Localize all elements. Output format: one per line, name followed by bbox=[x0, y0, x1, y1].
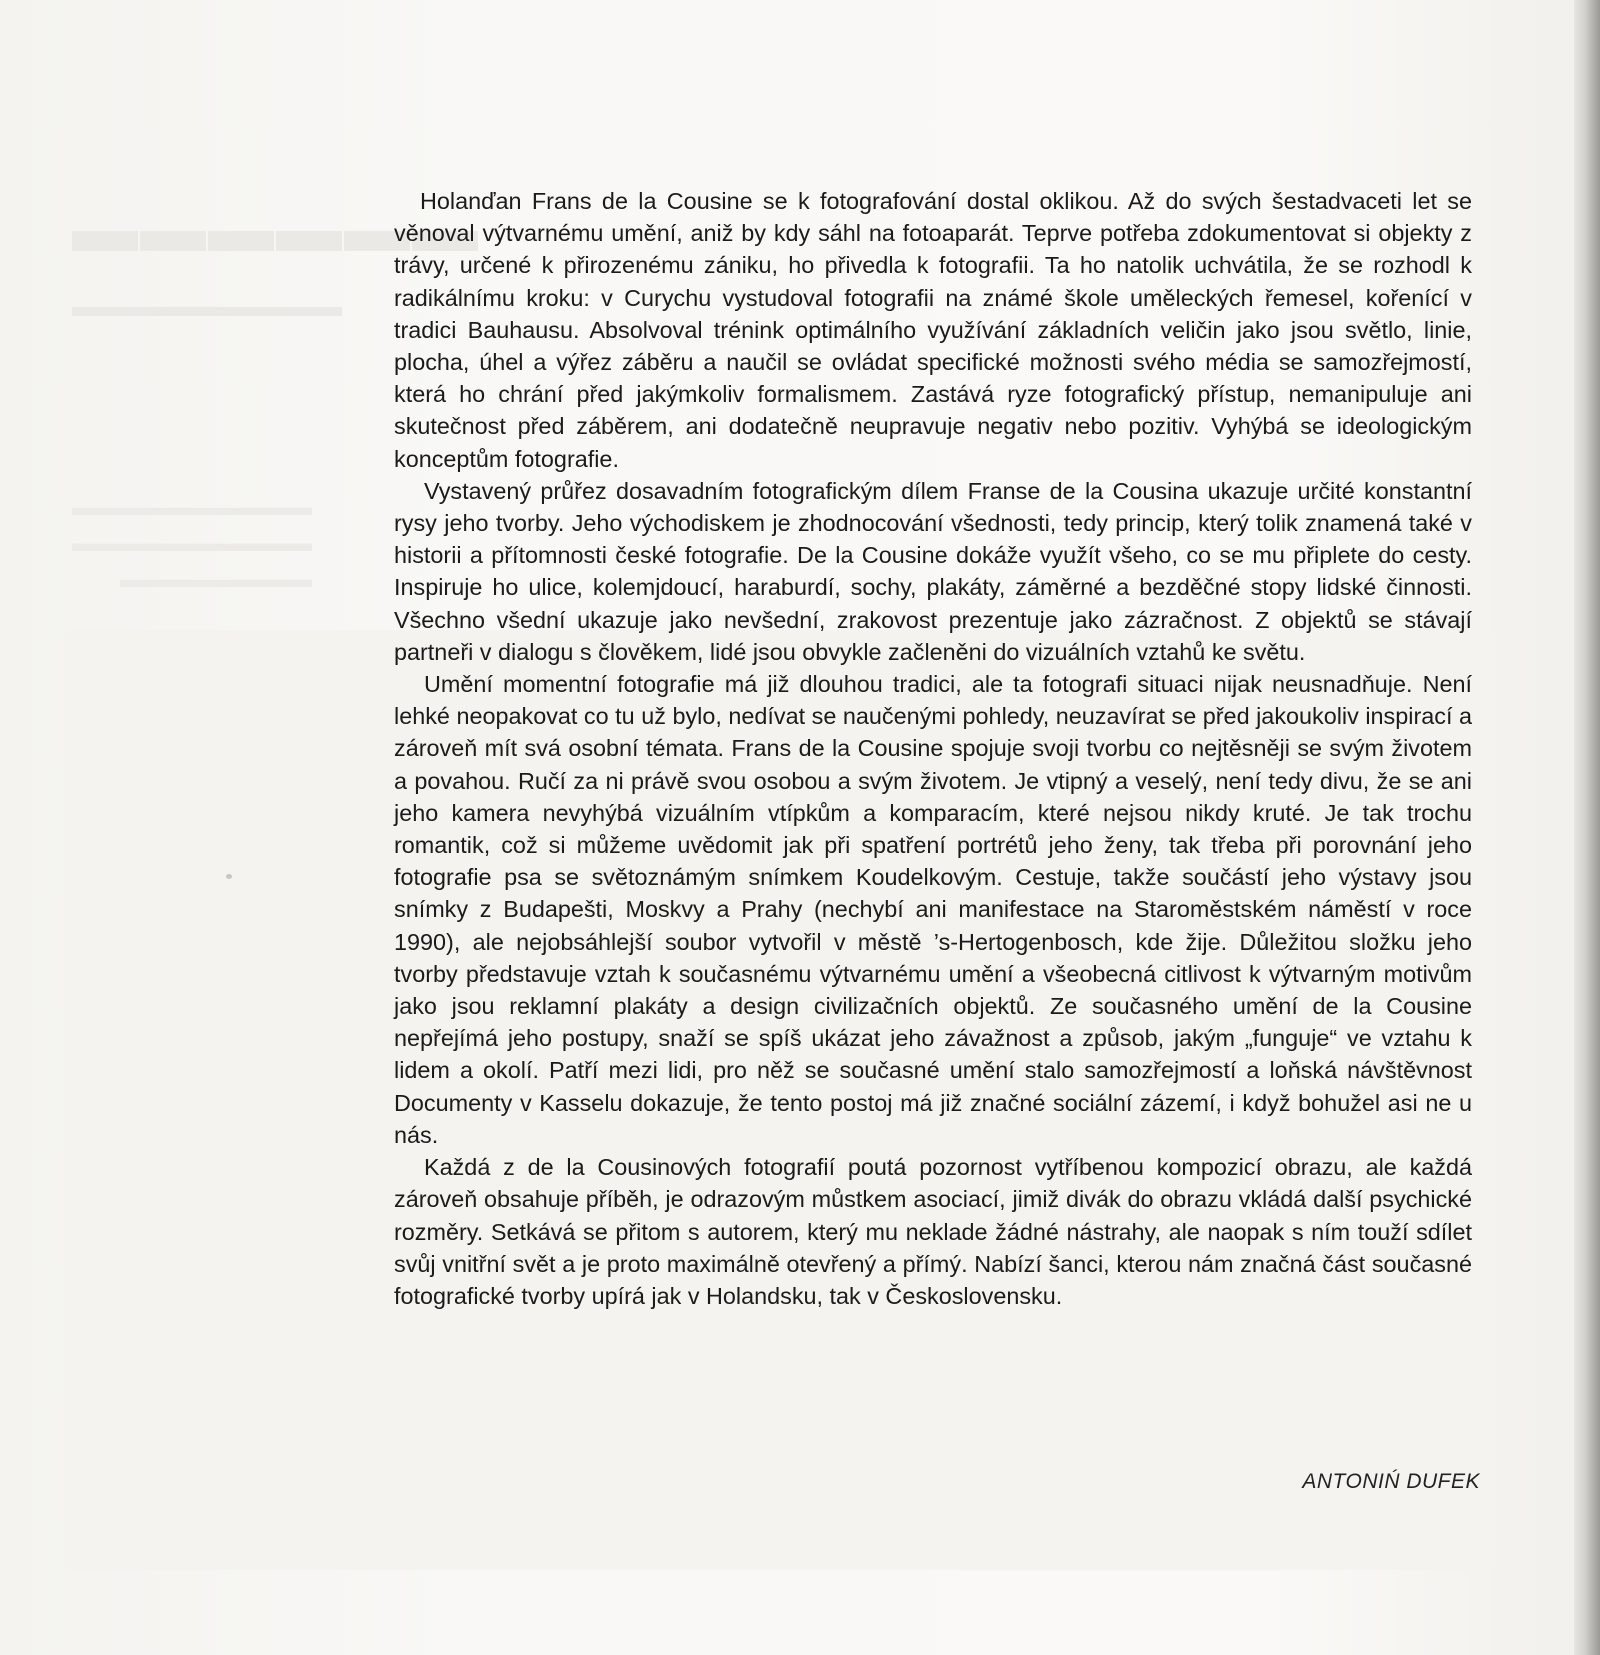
paragraph-2: Vystavený průřez dosavadním fotografickým dílem Franse de la Cousina ukazuje určité konstantní rysy jeho tvorby. Jeho východiskem je zhodnocování všednosti, tedy princip, který tolik znamená také v historii a přítomnosti české fotografie. De la Cousine dokáže využít všeho, co se mu připlete do cesty. Inspiruje ho ulice, kolemjdoucí, haraburdí, sochy, plakáty, záměrné a bezděčné stopy lidské činnosti. Všechno všední ukazuje jako nevšední, zrakovost prezentuje jako zázračnost. Z objektů se stávají partneři v dialogu s člověkem, lidé jsou obvykle začleněni do vizuálních vztahů ke světu. bbox=[394, 477, 1472, 665]
show-through-caption: ▬▬▬▬▬▬▬▬▬▬ ▬▬▬▬▬▬▬▬▬▬ ▬▬▬▬▬▬▬▬ bbox=[72, 494, 312, 593]
paragraph-1: Holanďan Frans de la Cousine se k fotografování dostal oklikou. Až do svých šestadvaceti let se věnoval výtvarnému umění, aniž by kdy sáhl na fotoaparát. Teprve potřeba zdokumentovat si objekty z trávy, určené k přirozenému zániku, ho přivedla k fotografii. Ta ho natolik uchvátila, že se rozhodl k radikálnímu kroku: v Curychu vystudoval fotografii na známé škole uměleckých řemesel, kořenící v tradici Bauhausu. Absolvoval trénink optimálního využívání základních veličin jako jsou světlo, linie, plocha, úhel a výřez záběru a naučil se ovládat specifické možnosti svého média se samozřejmostí, která ho chrání před jakýmkoliv formalismem. Zastává ryze fotografický přístup, nemanipuluje ani skutečnost před záběrem, ani dodatečně neupravuje negativ nebo pozitiv. Vyhýbá se ideologickým konceptům fotografie. bbox=[394, 188, 1472, 472]
show-through-subheading: ▬▬▬▬▬▬▬▬▬ bbox=[72, 290, 342, 323]
paper-speck bbox=[226, 874, 232, 879]
show-through-heading: ▬▬▬▬▬▬ bbox=[70, 191, 478, 265]
author-signature: ANTONIŃ DUFEK bbox=[1302, 1470, 1480, 1493]
paragraph-4: Každá z de la Cousinových fotografií poutá pozornost vytříbenou kompozicí obrazu, ale každá zároveň obsahuje příběh, je odrazovým můstkem asociací, jimiž divák do obrazu vkládá další psychické rozměry. Setkává se přitom s autorem, který mu neklade žádné nástrahy, ale naopak s ním touží sdílet svůj vnitřní svět a je proto maximálně otevřený a přímý. Nabízí šanci, kterou nám značná část současné fotografické tvorby upírá jak v Holandsku, tak v Československu. bbox=[394, 1154, 1472, 1309]
article-text bbox=[394, 185, 1472, 1312]
book-spine-shadow bbox=[1574, 0, 1600, 1655]
paragraph-3: Umění momentní fotografie má již dlouhou tradici, ale ta fotografi situaci nijak neusnadňuje. Není lehké neopakovat co tu už bylo, nedívat se naučenými pohledy, neuzavírat se před jakoukoliv inspirací a zároveň mít svá osobní témata. Frans de la Cousine spojuje svoji tvorbu co nejtěsněji se svým životem a povahou. Ručí za ni právě svou osobou a svým životem. Je vtipný a veselý, není tedy divu, že se ani jeho kamera nevyhýbá vizuálním vtípkům a komparacím, které nejsou nikdy kruté. Je tak trochu romantik, což si můžeme uvědomit jak při spatření portrétů jeho ženy, tak třeba při porovnání jeho fotografie psa se světoznámým snímkem Koudelkovým. Cestuje, takže součástí jeho výstavy jsou snímky z Budapešti, Moskvy a Prahy (nechybí ani manifestace na Staroměstském náměstí v roce 1990), ale nejobsáhlejší soubor vytvořil v městě ’s-Hertogenbosch, kde žije. Důležitou složku jeho tvorby představuje vztah k současnému výtvarnému umění a všeobecná citlivost k výtvarným motivům jako jsou reklamní plakáty a design civilizačních objektů. Ze současného umění de la Cousine nepřejímá jeho postupy, snaží se spíš ukázat jeho závažnost a způsob, jakým „funguje“ ve vztahu k lidem a okolí. Patří mezi lidi, pro něž se současné umění stalo samozřejmostí a loňská návštěvnost Documenty v Kasselu dokazuje, že tento postoj má již značné sociální zázemí, i když bohužel asi ne u nás. bbox=[394, 671, 1472, 1148]
